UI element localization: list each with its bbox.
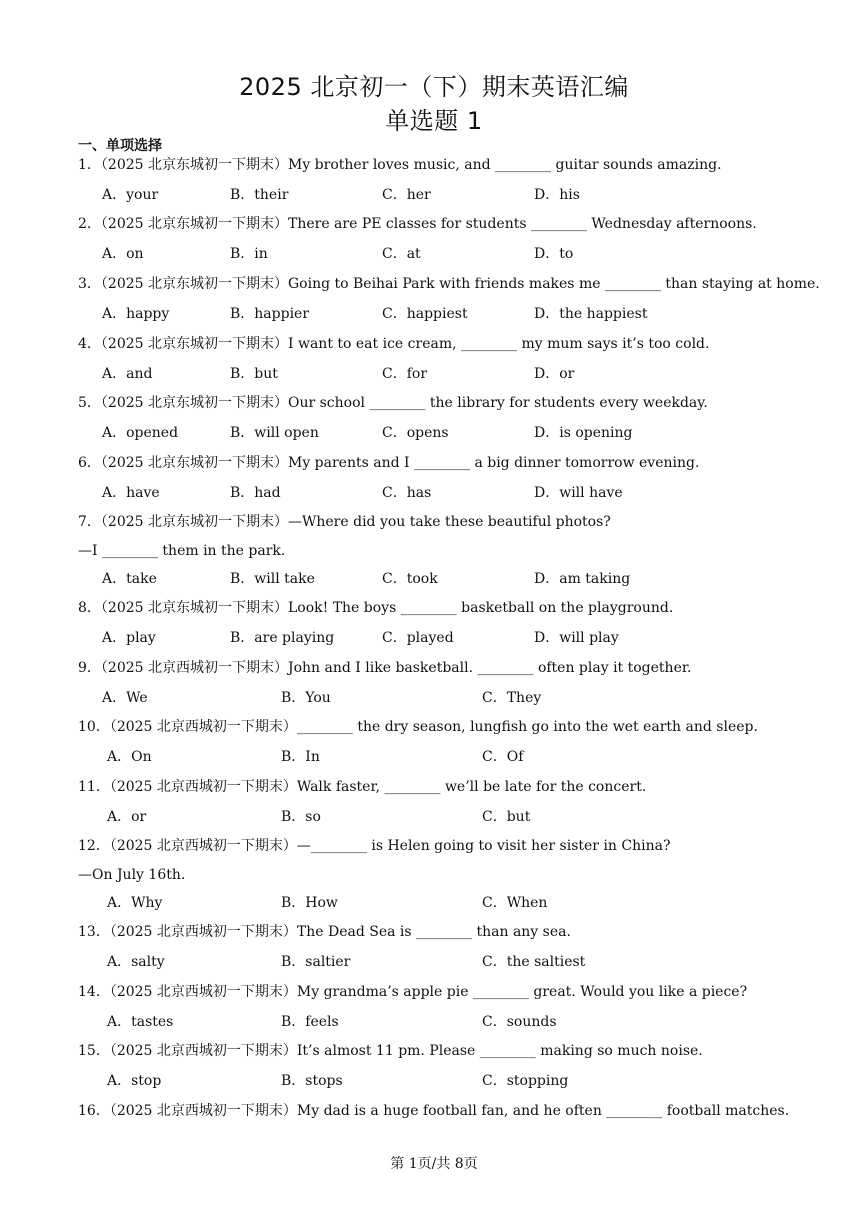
question-text: 5．（2025 北京东城初一下期末）Our school ________ the library for students every weekday.: [78, 395, 708, 411]
option-c: C．at: [382, 246, 421, 262]
question-text: 3．（2025 北京东城初一下期末）Going to Beihai Park with friends makes me ________ than staying at home.: [78, 276, 820, 292]
option-c: C．her: [382, 187, 431, 203]
question-options-12: [0, 892, 868, 914]
option-a: A．Why: [107, 895, 163, 911]
question-answer-line: —On July 16th.: [78, 867, 186, 883]
option-a: A．and: [102, 366, 153, 382]
option-d: D．his: [534, 187, 580, 203]
question-stem-13: [0, 921, 868, 943]
option-b: B．but: [230, 366, 278, 382]
option-d: D．or: [534, 366, 575, 382]
option-d: D．will have: [534, 485, 623, 501]
section-heading: 一、单项选择: [78, 138, 162, 154]
question-stem-11: [0, 776, 868, 798]
option-c: C．When: [482, 895, 548, 911]
option-a: A．On: [107, 749, 152, 765]
document-title: 2025 北京初一（下）期末英语汇编: [239, 73, 629, 101]
option-b: B．had: [230, 485, 281, 501]
option-b: B．happier: [230, 306, 310, 322]
option-d: D．is opening: [534, 425, 633, 441]
question-text: 4．（2025 北京东城初一下期末）I want to eat ice cream, ________ my mum says it’s too cold.: [78, 336, 710, 352]
option-b: B．are playing: [230, 630, 335, 646]
option-b: B．In: [281, 749, 320, 765]
question-options-13: [0, 951, 868, 973]
question-stem-1: [0, 154, 868, 176]
question-text: 11．（2025 北京西城初一下期末）Walk faster, ________ we’ll be late for the concert.: [78, 779, 647, 795]
option-b: B．stops: [281, 1073, 343, 1089]
option-a: A．opened: [102, 425, 179, 441]
option-d: D．the happiest: [534, 306, 648, 322]
question-options-3: [0, 303, 868, 325]
question-text: 13．（2025 北京西城初一下期末）The Dead Sea is ________ than any sea.: [78, 924, 571, 940]
question-options-2: [0, 243, 868, 265]
option-c: C．stopping: [482, 1073, 569, 1089]
option-d: D．am taking: [534, 571, 631, 587]
option-c: C．They: [482, 690, 542, 706]
option-c: C．played: [382, 630, 454, 646]
option-b: B．saltier: [281, 954, 351, 970]
option-a: A．tastes: [107, 1014, 174, 1030]
page-number: 第 1页/共 8页: [390, 1156, 478, 1172]
question-answer-line: —I ________ them in the park.: [78, 543, 286, 559]
question-stem-9: [0, 657, 868, 679]
option-a: A．play: [102, 630, 156, 646]
question-text: 7．（2025 北京东城初一下期末）—Where did you take these beautiful photos?: [78, 514, 611, 530]
question-options-10: [0, 746, 868, 768]
question-text: 10．（2025 北京西城初一下期末）________ the dry season, lungfish go into the wet earth and sleep.: [78, 719, 758, 735]
option-a: A．take: [102, 571, 157, 587]
option-b: B．You: [281, 690, 331, 706]
option-c: C．but: [482, 809, 531, 825]
option-a: A．your: [102, 187, 159, 203]
question-stem-7: [0, 511, 868, 533]
option-c: C．opens: [382, 425, 449, 441]
question-stem-15: [0, 1040, 868, 1062]
question-text: 14．（2025 北京西城初一下期末）My grandma’s apple pie ________ great. Would you like a piece?: [78, 984, 748, 1000]
question-text: 6．（2025 北京东城初一下期末）My parents and I ________ a big dinner tomorrow evening.: [78, 455, 700, 471]
question-options-9: [0, 687, 868, 709]
option-b: B．feels: [281, 1014, 339, 1030]
option-a: A．stop: [107, 1073, 162, 1089]
option-b: B．will open: [230, 425, 319, 441]
question-options-8: [0, 627, 868, 649]
option-a: A．or: [107, 809, 147, 825]
option-b: B．will take: [230, 571, 315, 587]
option-c: C．Of: [482, 749, 524, 765]
option-d: D．will play: [534, 630, 619, 646]
question-stem-5: [0, 392, 868, 414]
option-b: B．in: [230, 246, 268, 262]
option-c: C．has: [382, 485, 432, 501]
option-d: D．to: [534, 246, 574, 262]
question-stem-3: [0, 273, 868, 295]
question-continuation-7: [0, 540, 868, 562]
question-stem-4: [0, 333, 868, 355]
option-b: B．How: [281, 895, 338, 911]
question-options-1: [0, 184, 868, 206]
option-a: A．have: [102, 485, 160, 501]
option-c: C．the saltiest: [482, 954, 586, 970]
question-options-14: [0, 1011, 868, 1033]
question-text: 2．（2025 北京东城初一下期末）There are PE classes for students ________ Wednesday afternoons.: [78, 216, 757, 232]
question-options-5: [0, 422, 868, 444]
option-a: A．on: [102, 246, 144, 262]
option-b: B．so: [281, 809, 321, 825]
option-c: C．for: [382, 366, 428, 382]
question-text: 1．（2025 北京东城初一下期末）My brother loves music, and ________ guitar sounds amazing.: [78, 157, 722, 173]
question-text: 8．（2025 北京东城初一下期末）Look! The boys ________ basketball on the playground.: [78, 600, 674, 616]
question-stem-2: [0, 213, 868, 235]
question-stem-6: [0, 452, 868, 474]
question-stem-12: [0, 835, 868, 857]
question-continuation-12: [0, 864, 868, 886]
option-a: A．We: [102, 690, 148, 706]
question-text: 12．（2025 北京西城初一下期末）—________ is Helen going to visit her sister in China?: [78, 838, 671, 854]
option-c: C．took: [382, 571, 438, 587]
question-options-11: [0, 806, 868, 828]
question-stem-14: [0, 981, 868, 1003]
option-c: C．happiest: [382, 306, 468, 322]
question-options-4: [0, 363, 868, 385]
question-options-7: [0, 568, 868, 590]
question-stem-16: [0, 1100, 868, 1122]
question-stem-10: [0, 716, 868, 738]
question-text: 9．（2025 北京西城初一下期末）John and I like basketball. ________ often play it together.: [78, 660, 692, 676]
question-stem-8: [0, 597, 868, 619]
question-text: 15．（2025 北京西城初一下期末）It’s almost 11 pm. Please ________ making so much noise.: [78, 1043, 703, 1059]
document-subtitle: 单选题 1: [385, 107, 483, 135]
question-text: 16．（2025 北京西城初一下期末）My dad is a huge football fan, and he often ________ football matches.: [78, 1103, 790, 1119]
option-a: A．happy: [102, 306, 170, 322]
question-options-6: [0, 482, 868, 504]
option-b: B．their: [230, 187, 289, 203]
question-options-15: [0, 1070, 868, 1092]
option-a: A．salty: [107, 954, 165, 970]
option-c: C．sounds: [482, 1014, 557, 1030]
